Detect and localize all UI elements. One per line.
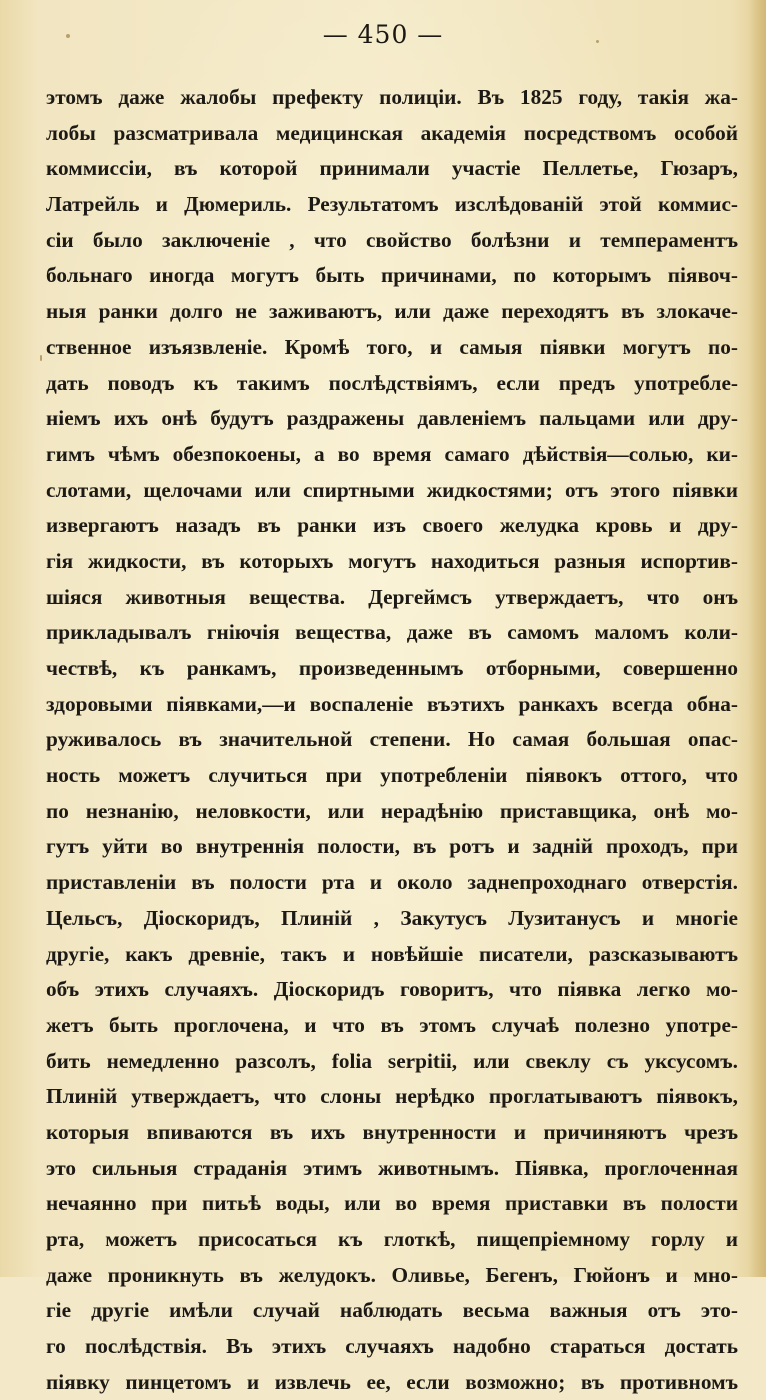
text-line: Цельсъ, Діоскоридъ, Плиній , Закутусъ Лузитанусъ и многіе <box>46 905 738 930</box>
text-line: приставленіи въ полости рта и около заднепроходнаго отверстія. <box>46 870 738 895</box>
text-line: даже проникнуть въ желудокъ. Оливье, Бегенъ, Гюйонъ и мно- <box>46 1262 738 1287</box>
text-line: этомъ даже жалобы префекту полиціи. Въ 1825 году, такія жа- <box>46 85 738 109</box>
text-line: жетъ быть проглочена, и что въ этомъ случаѣ полезно употре- <box>46 1012 738 1037</box>
text-line: это сильныя страданія этимъ животнымъ. Піявка, проглоченная <box>46 1155 738 1180</box>
text-line: ность можетъ случиться при употребленіи піявокъ оттого, что <box>46 763 738 788</box>
text-line: здоровыми піявками,—и воспаленіе въэтихъ ранкахъ всегда обна- <box>46 691 738 716</box>
text-line: піявку пинцетомъ и извлечь ее, если возможно; въ противномъ <box>46 1369 738 1394</box>
text-line: Плиній утверждаетъ, что слоны нерѣдко проглатываютъ піявокъ, <box>46 1084 738 1109</box>
text-line: гутъ уйти во внутреннія полости, въ ротъ и задній проходъ, при <box>46 834 738 859</box>
text-line: рта, можетъ присосаться къ глоткѣ, пищепріемному горлу и <box>46 1227 738 1251</box>
paper-speck <box>40 355 42 361</box>
text-line: Латрейль и Дюмериль. Результатомъ изслѣдованій этой коммис- <box>46 192 738 217</box>
text-line: лобы разсматривала медицинская академія посредствомъ особой <box>46 120 738 145</box>
page-number: — 450 — <box>322 20 444 49</box>
text-line: ніемъ ихъ онѣ будутъ раздражены давленіемъ пальцами или дру- <box>46 406 738 431</box>
text-line: ственное изъязвленіе. Кромѣ того, и самыя піявки могутъ по- <box>46 334 738 359</box>
text-line: сіи было заключеніе , что свойство болѣзни и темпераментъ <box>46 227 738 252</box>
text-line: руживалось въ значительной степени. Но самая большая опас- <box>46 727 738 752</box>
text-line: чествѣ, къ ранкамъ, произведеннымъ отборными, совершенно <box>46 656 738 680</box>
text-line: больнаго иногда могутъ быть причинами, по которымъ піявоч- <box>46 263 738 288</box>
text-line: бить немедленно разсолъ, folia serpitii, или свеклу съ уксусомъ. <box>46 1048 738 1073</box>
text-line: извергаютъ назадъ въ ранки изъ своего желудка кровь и дру- <box>46 513 738 538</box>
text-line: ныя ранки долго не заживаютъ, или даже переходятъ въ злокаче- <box>46 299 738 324</box>
text-line: другіе, какъ древніе, такъ и новѣйшіе писатели, разсказываютъ <box>46 941 738 966</box>
text-line: дать поводъ къ такимъ послѣдствіямъ, если предъ употребле- <box>46 370 738 395</box>
text-line: шіяся животныя вещества. Дергеймсъ утверждаетъ, что онъ <box>46 584 738 609</box>
text-line: нечаянно при питьѣ воды, или во время приставки въ полости <box>46 1191 738 1216</box>
text-line: по незнанію, неловкости, или нерадѣнію приставщика, онѣ мо- <box>46 798 738 823</box>
text-line: объ этихъ случаяхъ. Діоскоридъ говоритъ, что піявка легко мо- <box>46 977 738 1002</box>
text-line: слотами, щелочами или спиртными жидкостями; отъ этого піявки <box>46 477 738 502</box>
body-text <box>46 80 738 1400</box>
page-edge-shadow <box>748 0 766 1277</box>
text-line: гимъ чѣмъ обезпокоены, а во время самаго дѣйствія—солью, ки- <box>46 441 738 466</box>
text-line: гія жидкости, въ которыхъ могутъ находиться разныя испортив- <box>46 548 738 573</box>
text-line: коммиссіи, въ которой принимали участіе Пеллетье, Гюзаръ, <box>46 156 738 181</box>
text-line: гіе другіе имѣли случай наблюдать весьма важныя отъ это- <box>46 1298 738 1323</box>
text-line: прикладывалъ гніючія вещества, даже въ самомъ маломъ коли- <box>46 620 738 645</box>
text-line: которыя впиваются въ ихъ внутренности и причиняютъ чрезъ <box>46 1119 738 1144</box>
text-line: го послѣдствія. Въ этихъ случаяхъ надобно стараться достать <box>46 1334 738 1359</box>
